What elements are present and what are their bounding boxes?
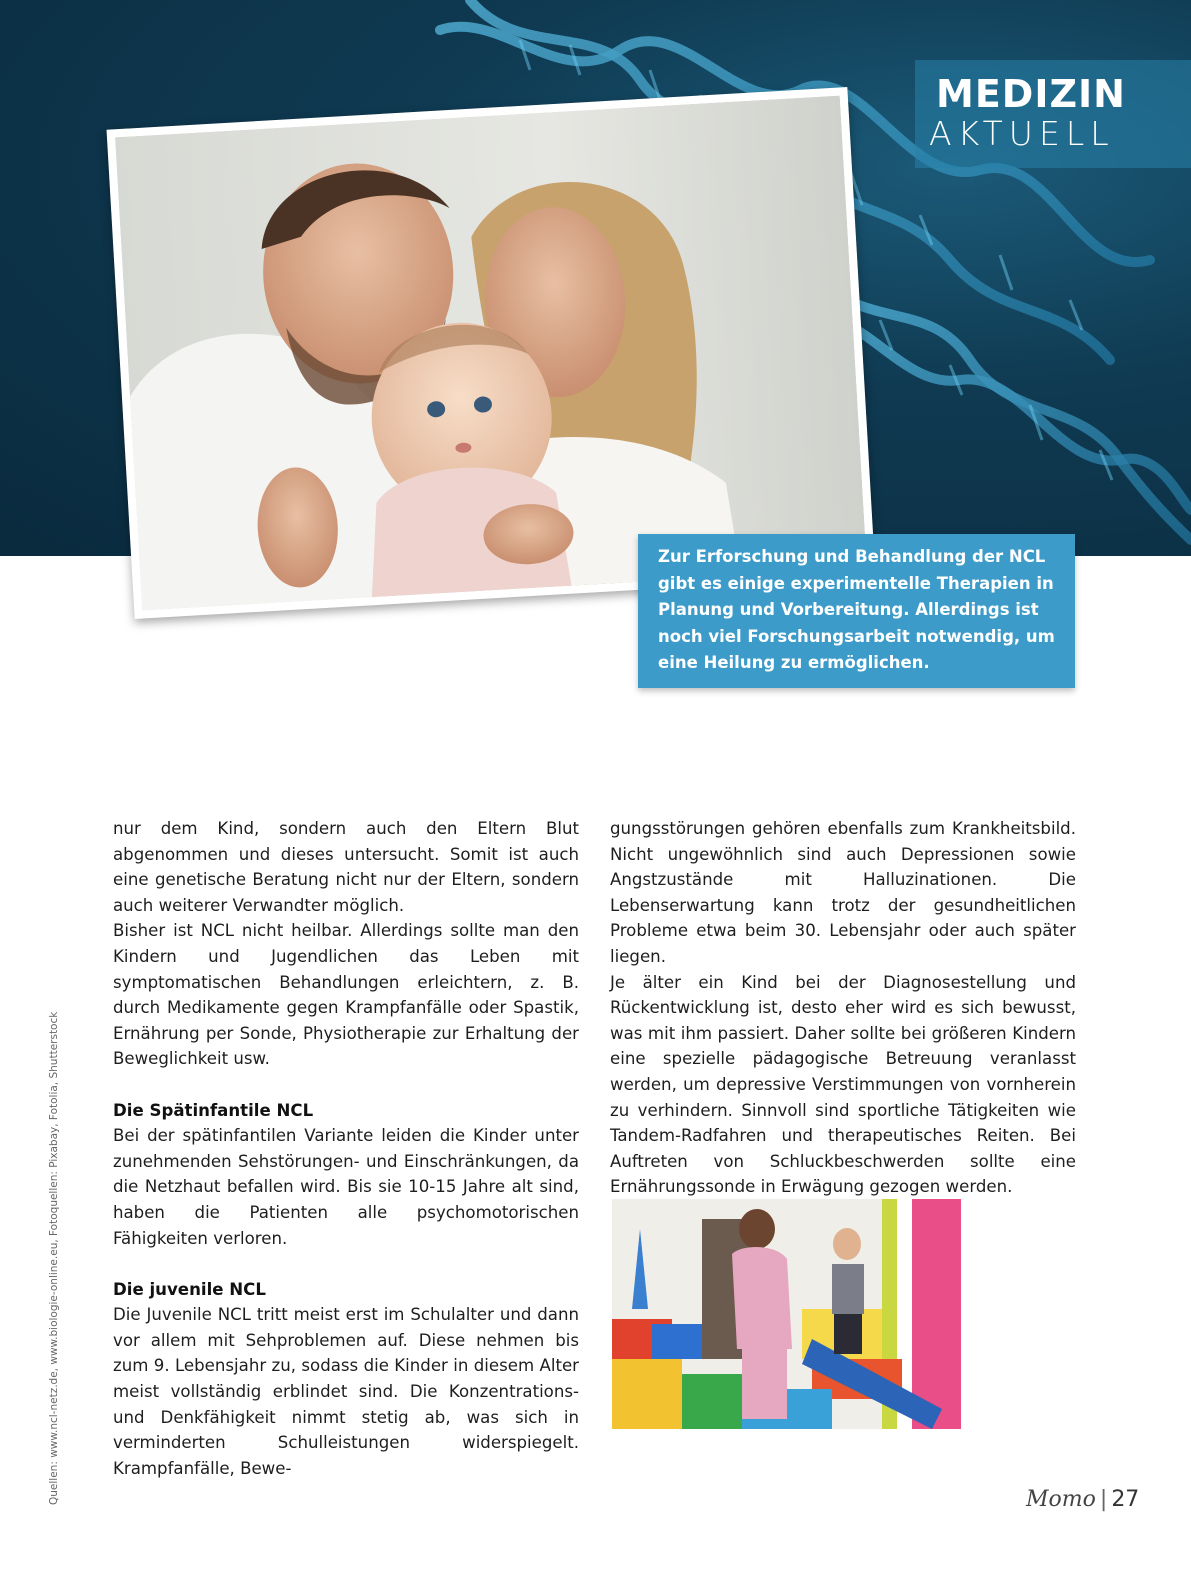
photo-caption-text: Zur Erforschung und Behandlung der NCL gibt es einige experimentelle Therapien in Planung und Vorbereitung. Allerdings ist noch viel Forschungsarbeit notwendig, um eine Heilung zu ermöglichen. bbox=[658, 547, 1055, 672]
footer-separator: | bbox=[1099, 1487, 1108, 1512]
paragraph: Bisher ist NCL nicht heilbar. Allerdings sollte man den Kindern und Jugendlichen das Leben mit symptomatischen Behandlungen erleichtern, z. B. durch Medikamente gegen Krampfanfälle oder Spastik, Ernährung per Sonde, Physiotherapie zur Erhaltung der Beweglichkeit usw. bbox=[113, 921, 579, 1069]
page-footer bbox=[1026, 1487, 1139, 1512]
badge-title: MEDIZIN bbox=[936, 72, 1126, 116]
section-heading: Die Spätinfantile NCL bbox=[113, 1100, 314, 1120]
paragraph: gungsstörungen gehören ebenfalls zum Krankheitsbild. Nicht ungewöhnlich sind auch Depressionen sowie Angstzustände mit Halluzinationen. Die Lebenserwartung kann trotz der gesundheitlichen Probleme etwa beim 30. Lebensjahr oder auch später liegen. bbox=[610, 819, 1076, 966]
magazine-brand: Momo bbox=[1026, 1487, 1096, 1512]
paragraph: Bei der spätinfantilen Variante leiden die Kinder unter zunehmenden Sehstörungen- und Einschränkungen, da die Netzhaut befallen wird. Bis sie 10-15 Jahre alt sind, haben die Patienten alle psychomotorischen Fähigkeiten verloren. bbox=[113, 1126, 579, 1248]
badge-subtitle: AKTUELL bbox=[929, 114, 1115, 153]
photo-caption-box bbox=[638, 534, 1075, 688]
right-column bbox=[610, 816, 1076, 1200]
therapy-illustration bbox=[612, 1199, 961, 1429]
paragraph: Je älter ein Kind bei der Diagnosestellung und Rückentwicklung ist, desto eher wird es sich bewusst, was mit ihm passiert. Daher sollte bei größeren Kindern eine spezielle pädagogische Betreuung veranlasst werden, um depressive Verstimmungen von vornherein zu verhindern. Sinnvoll sind sportliche Tätigkeiten wie Tandem-Radfahren und therapeutisches Reiten. Bei Auftreten von Schluckbeschwerden sollte eine Ernährungssonde in Erwägung gezogen werden. bbox=[610, 972, 1076, 1197]
therapy-photo bbox=[612, 1199, 961, 1429]
page-number: 27 bbox=[1111, 1487, 1140, 1512]
paragraph: Die Juvenile NCL tritt meist erst im Schulalter und dann vor allem mit Sehproblemen auf. Diese nehmen bis zum 9. Lebensjahr zu, sodass die Kinder in diesem Alter meist vollständig erblindet sind. Die Konzentrations- und Denkfähigkeit nimmt stetig ab, was sich in verminderten Schulleistungen widerspiegelt. Krampfanfälle, Bewe- bbox=[113, 1305, 579, 1478]
source-credits: Quellen: www.ncl-netz.de, www.biologie-online.eu, Fotoquellen: Pixabay, Fotolia, Shutterstock bbox=[48, 1011, 60, 1505]
left-column bbox=[113, 816, 579, 1481]
section-heading: Die juvenile NCL bbox=[113, 1279, 266, 1299]
paragraph: nur dem Kind, sondern auch den Eltern Blut abgenommen und dieses untersucht. Somit ist auch eine genetische Beratung nicht nur der Eltern, sondern auch weiterer Verwandter möglich. bbox=[113, 819, 579, 915]
